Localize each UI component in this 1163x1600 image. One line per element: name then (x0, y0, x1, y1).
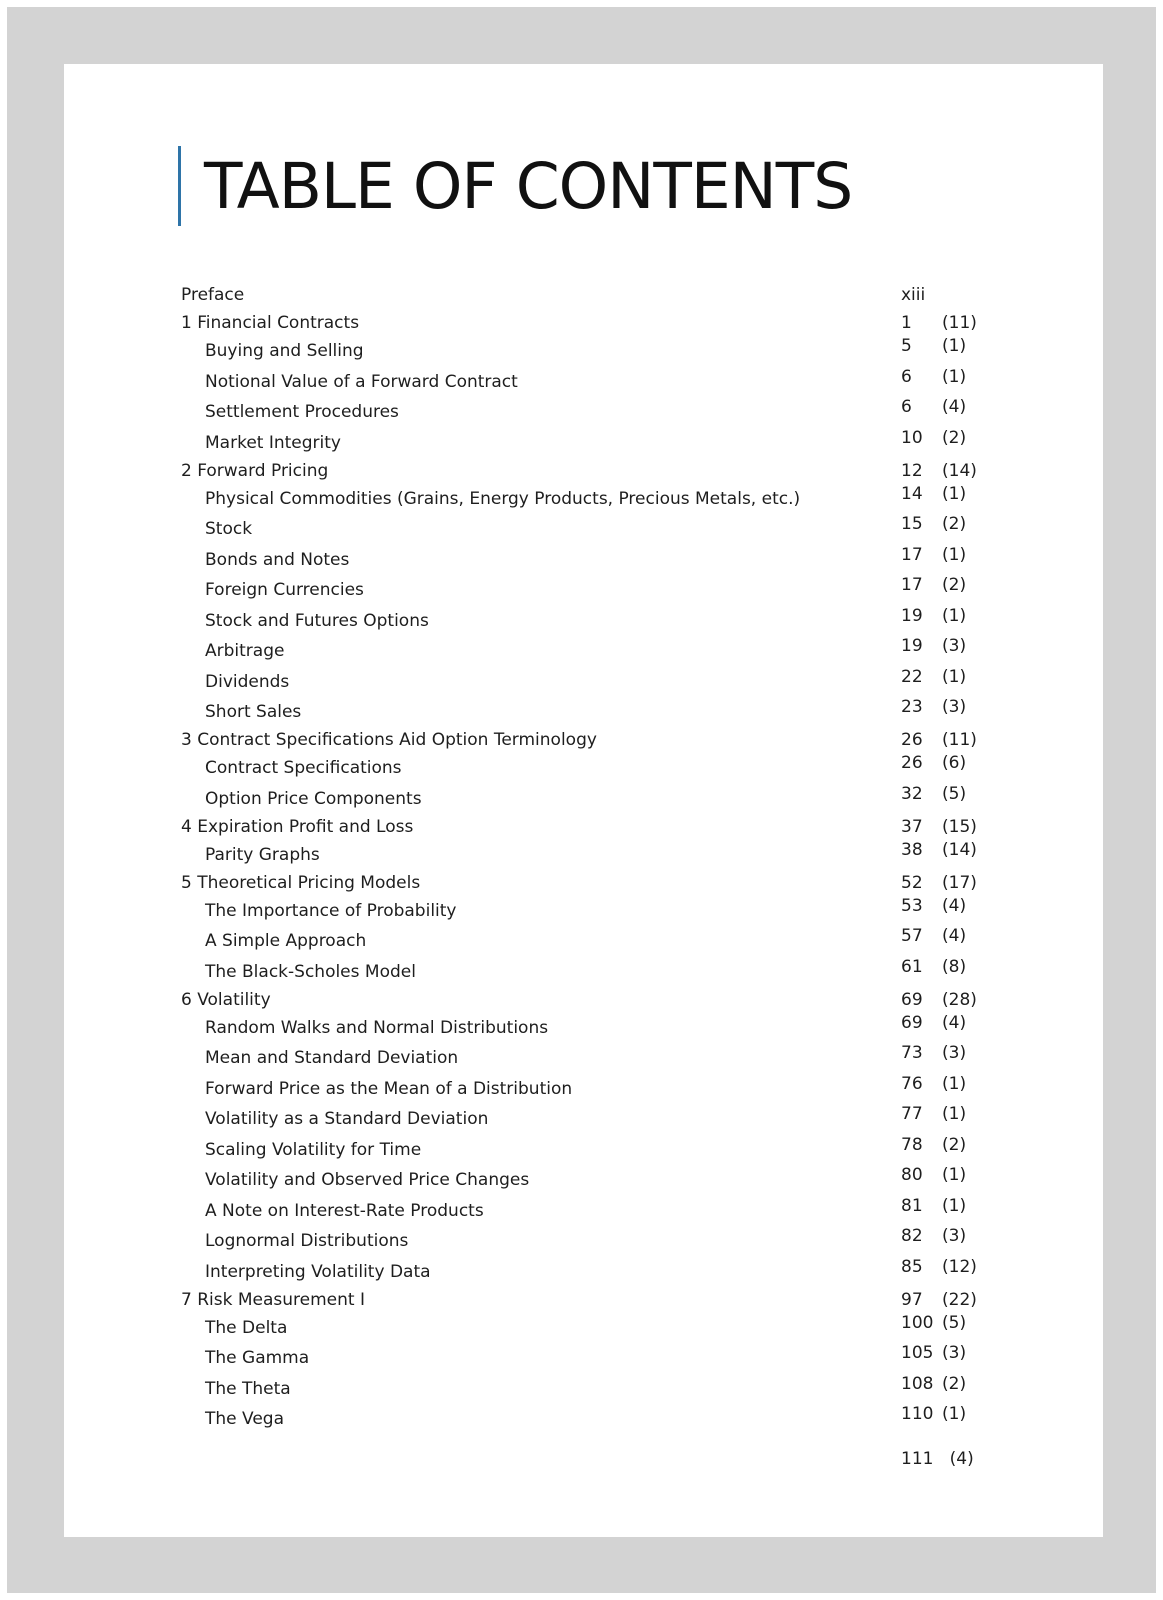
toc-entry-title: The Gamma (205, 1348, 310, 1368)
toc-section-row[interactable] (64, 366, 1103, 395)
toc-page-number: 97 (901, 1289, 923, 1310)
toc-section-row[interactable] (64, 1195, 1103, 1224)
toc-section-row[interactable] (64, 1073, 1103, 1102)
toc-entry-title: 5 Theoretical Pricing Models (181, 872, 421, 893)
cutoff-next-entry (901, 1449, 1021, 1469)
toc-page-number: 5 (901, 336, 912, 356)
page-title: TABLE OF CONTENTS (204, 150, 853, 223)
toc-entry-title: Dividends (205, 671, 290, 692)
toc-page-count: (1) (942, 1165, 967, 1185)
toc-section-row[interactable] (64, 1167, 1103, 1193)
toc-section-row[interactable] (64, 1228, 1103, 1254)
toc-entry-title: Market Integrity (205, 432, 341, 453)
toc-page-number: 69 (901, 989, 923, 1010)
toc-page-count: (15) (942, 816, 977, 837)
toc-entry-title: 4 Expiration Profit and Loss (181, 816, 414, 837)
toc-entry-title: Forward Price as the Mean of a Distribution (205, 1078, 573, 1099)
toc-entry-title: Buying and Selling (205, 341, 364, 361)
toc-page-count: (11) (942, 730, 977, 750)
toc-page-count: (3) (942, 636, 967, 656)
table-of-contents (64, 64, 1103, 1537)
toc-section-row[interactable] (64, 1406, 1103, 1432)
cutoff-next-entry-text: 111 (4) (901, 1449, 974, 1469)
toc-page-count: (1) (942, 544, 967, 565)
toc-section-row[interactable] (64, 544, 1103, 573)
toc-entry-title: Option Price Components (205, 788, 422, 809)
toc-page-number: 57 (901, 926, 923, 946)
toc-section-row[interactable] (64, 839, 1103, 868)
toc-section-row[interactable] (64, 338, 1103, 364)
toc-page-number: 38 (901, 839, 923, 860)
toc-page-number: 6 (901, 397, 912, 417)
toc-section-row[interactable] (64, 399, 1103, 425)
toc-section-row[interactable] (64, 1373, 1103, 1402)
toc-entry-title: Volatility and Observed Price Changes (205, 1170, 530, 1190)
toc-page-count: (5) (942, 1312, 967, 1333)
toc-section-row[interactable] (64, 1012, 1103, 1041)
toc-section-row[interactable] (64, 699, 1103, 725)
toc-section-row[interactable] (64, 516, 1103, 542)
toc-entry-title: 3 Contract Specifications Aid Option Terminology (181, 730, 597, 750)
toc-page-number: 100 (901, 1312, 934, 1333)
toc-entry-title: Stock (205, 519, 253, 539)
toc-entry-title: Settlement Procedures (205, 402, 399, 422)
toc-section-row[interactable] (64, 783, 1103, 812)
toc-page-number: 61 (901, 956, 923, 977)
toc-page-count: (1) (942, 1073, 967, 1094)
toc-entry-title: The Delta (205, 1317, 288, 1338)
toc-page-count: (1) (942, 1195, 967, 1216)
toc-entry-title: Bonds and Notes (205, 549, 350, 570)
toc-section-row[interactable] (64, 1256, 1103, 1285)
toc-entry-title: Foreign Currencies (205, 580, 364, 600)
toc-page-count: (1) (942, 336, 967, 356)
toc-section-row[interactable] (64, 577, 1103, 603)
toc-entry-title: Mean and Standard Deviation (205, 1048, 459, 1068)
toc-entry-title: 2 Forward Pricing (181, 460, 329, 481)
toc-page-count: (1) (942, 605, 967, 626)
toc-page-number: 17 (901, 544, 923, 565)
toc-page-count: (2) (942, 1134, 967, 1155)
toc-page-number: 32 (901, 783, 923, 804)
toc-section-row[interactable] (64, 928, 1103, 954)
toc-page-number: 53 (901, 895, 923, 916)
toc-entry-title: Arbitrage (205, 641, 285, 661)
toc-section-row[interactable] (64, 755, 1103, 781)
toc-page-count: (2) (942, 575, 967, 595)
toc-page-count: (28) (942, 989, 977, 1010)
toc-page-number: 110 (901, 1404, 934, 1424)
toc-page-count: (4) (942, 397, 967, 417)
toc-page-count: (4) (942, 895, 967, 916)
toc-entry-title: The Importance of Probability (205, 900, 457, 921)
toc-page-number: 26 (901, 730, 923, 750)
toc-entry-title: Contract Specifications (205, 758, 402, 778)
toc-page-number: 26 (901, 753, 923, 773)
toc-page-number: 73 (901, 1043, 923, 1063)
toc-page-count: (12) (942, 1256, 977, 1277)
toc-page-number: 85 (901, 1256, 923, 1277)
toc-page-number: 78 (901, 1134, 923, 1155)
toc-entry-title: 6 Volatility (181, 989, 271, 1010)
toc-page-number: 17 (901, 575, 923, 595)
toc-chapter-row[interactable] (64, 282, 1103, 308)
toc-section-row[interactable] (64, 638, 1103, 664)
toc-page-number: 1 (901, 313, 912, 333)
toc-section-row[interactable] (64, 1106, 1103, 1132)
toc-page-count: (22) (942, 1289, 977, 1310)
toc-page-count: (3) (942, 1343, 967, 1363)
toc-page-number: 69 (901, 1012, 923, 1033)
toc-section-row[interactable] (64, 427, 1103, 456)
toc-page-count: (1) (942, 366, 967, 387)
toc-entry-title: Short Sales (205, 702, 302, 722)
toc-page-count: (6) (942, 753, 967, 773)
toc-entry-title: A Simple Approach (205, 931, 367, 951)
toc-page-count: (1) (942, 1104, 967, 1124)
toc-page-number: 19 (901, 605, 923, 626)
toc-page-count: (1) (942, 666, 967, 687)
toc-page-count: (2) (942, 1373, 967, 1394)
toc-page-count: (3) (942, 1043, 967, 1063)
toc-entry-title: Stock and Futures Options (205, 610, 429, 631)
toc-entry-title: Lognormal Distributions (205, 1231, 409, 1251)
toc-page-count: (3) (942, 1226, 967, 1246)
toc-entry-title: The Vega (205, 1409, 284, 1429)
toc-page-number: xiii (901, 285, 926, 305)
toc-entry-title: The Black-Scholes Model (205, 961, 416, 982)
toc-page-count: (8) (942, 956, 967, 977)
toc-page-count: (2) (942, 514, 967, 534)
toc-page-count: (2) (942, 427, 967, 448)
toc-section-row[interactable] (64, 1345, 1103, 1371)
toc-page-number: 77 (901, 1104, 923, 1124)
toc-page-number: 12 (901, 460, 923, 481)
toc-page-number: 6 (901, 366, 912, 387)
toc-section-row[interactable] (64, 1312, 1103, 1341)
toc-entry-title: The Theta (205, 1378, 291, 1399)
toc-page-number: 37 (901, 816, 923, 837)
toc-entry-title: Physical Commodities (Grains, Energy Products, Precious Metals, etc.) (205, 488, 801, 509)
toc-page-number: 19 (901, 636, 923, 656)
toc-entry-title: Volatility as a Standard Deviation (205, 1109, 489, 1129)
toc-page-count: (3) (942, 697, 967, 717)
toc-section-row[interactable] (64, 666, 1103, 695)
toc-page-count: (11) (942, 313, 977, 333)
toc-page-number: 15 (901, 514, 923, 534)
toc-page-count: (1) (942, 1404, 967, 1424)
toc-entry-title: Scaling Volatility for Time (205, 1139, 422, 1160)
toc-section-row[interactable] (64, 956, 1103, 985)
toc-entry-title: Interpreting Volatility Data (205, 1261, 431, 1282)
toc-section-row[interactable] (64, 895, 1103, 924)
toc-page-number: 82 (901, 1226, 923, 1246)
toc-entry-title: Preface (181, 285, 245, 305)
toc-entry-title: 7 Risk Measurement I (181, 1289, 365, 1310)
toc-section-row[interactable] (64, 1045, 1103, 1071)
toc-entry-title: A Note on Interest-Rate Products (205, 1200, 484, 1221)
toc-page-number: 14 (901, 483, 923, 504)
toc-page-count: (4) (942, 1012, 967, 1033)
toc-page-number: 23 (901, 697, 923, 717)
toc-page-number: 80 (901, 1165, 923, 1185)
toc-page-count: (1) (942, 483, 967, 504)
toc-page-number: 105 (901, 1343, 934, 1363)
toc-page-count: (14) (942, 839, 977, 860)
toc-entry-title: Random Walks and Normal Distributions (205, 1017, 549, 1038)
toc-entry-title: 1 Financial Contracts (181, 313, 360, 333)
toc-page-count: (4) (942, 926, 967, 946)
toc-entry-title: Notional Value of a Forward Contract (205, 371, 518, 392)
toc-page-number: 108 (901, 1373, 934, 1394)
toc-section-row[interactable] (64, 483, 1103, 512)
toc-page-number: 10 (901, 427, 923, 448)
toc-page-number: 52 (901, 872, 923, 893)
toc-page-count: (5) (942, 783, 967, 804)
toc-page-number: 76 (901, 1073, 923, 1094)
toc-page-number: 22 (901, 666, 923, 687)
document-page (64, 64, 1103, 1537)
toc-page-count: (14) (942, 460, 977, 481)
toc-page-count: (17) (942, 872, 977, 893)
toc-section-row[interactable] (64, 1134, 1103, 1163)
toc-page-number: 81 (901, 1195, 923, 1216)
toc-entry-title: Parity Graphs (205, 844, 320, 865)
toc-section-row[interactable] (64, 605, 1103, 634)
